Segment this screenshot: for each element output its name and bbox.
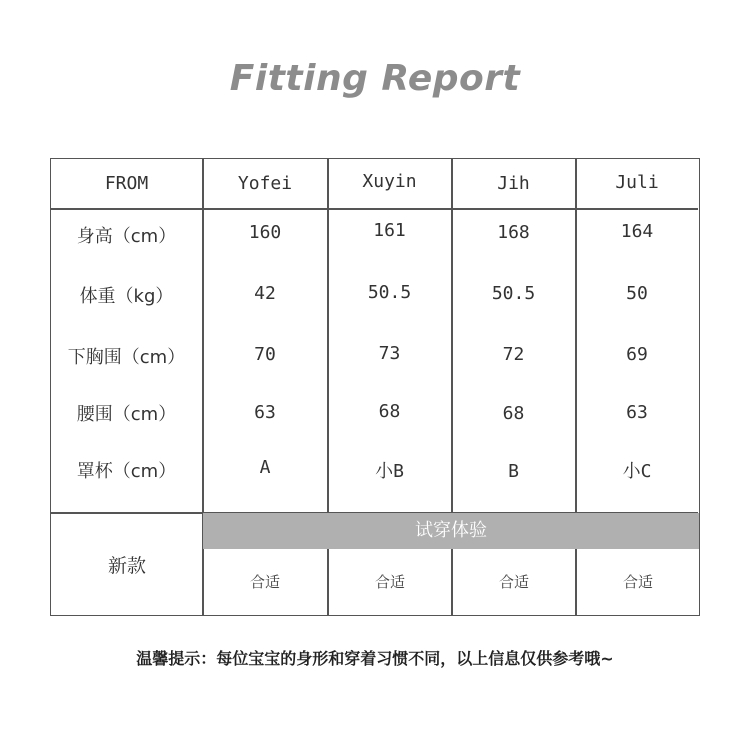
cell-underbust-jih: 72 <box>502 344 525 365</box>
fit-result-jih: 合适 <box>498 573 529 591</box>
cell-height-xuyin: 161 <box>373 220 406 241</box>
header-model-yofei: Yofei <box>237 173 293 194</box>
row-label-waist: 腰围（cm） <box>76 404 177 425</box>
cell-waist-juli: 63 <box>626 402 648 423</box>
fitting-table <box>50 158 700 616</box>
cell-weight-juli: 50 <box>626 283 648 304</box>
cell-height-yofei: 160 <box>248 222 282 243</box>
report-title: Fitting Report <box>229 58 521 99</box>
cell-waist-jih: 68 <box>502 403 525 424</box>
cell-underbust-xuyin: 73 <box>378 343 401 364</box>
header-model-xuyin: Xuyin <box>362 171 417 192</box>
cell-weight-jih: 50.5 <box>491 283 536 304</box>
tip-note: 温馨提示：每位宝宝的身形和穿着习惯不同，以上信息仅供参考哦~ <box>136 649 614 668</box>
col-divider <box>451 159 453 513</box>
cell-height-jih: 168 <box>497 222 530 243</box>
cell-underbust-juli: 69 <box>626 344 648 365</box>
row-divider <box>51 208 698 210</box>
fit-result-juli: 合适 <box>622 573 653 591</box>
cell-cup-yofei: A <box>259 457 271 478</box>
cell-cup-xuyin: 小B <box>375 461 404 482</box>
fit-result-xuyin: 合适 <box>374 573 405 591</box>
header-model-jih: Jih <box>497 173 530 194</box>
cell-height-juli: 164 <box>620 221 654 242</box>
row-label-weight: 体重（kg） <box>79 286 174 307</box>
try-on-banner: 试穿体验 <box>203 513 699 549</box>
fit-result-yofei: 合适 <box>249 573 280 591</box>
header-from: FROM <box>104 173 149 194</box>
row-label-underbust: 下胸围（cm） <box>67 347 186 368</box>
cell-cup-juli: 小C <box>622 461 652 482</box>
row-label-height: 身高（cm） <box>76 226 177 247</box>
cell-cup-jih: B <box>508 461 519 482</box>
cell-weight-yofei: 42 <box>254 283 276 304</box>
new-style-label: 新款 <box>107 555 146 577</box>
cell-waist-yofei: 63 <box>254 402 276 423</box>
header-model-juli: Juli <box>615 172 659 193</box>
row-label-cup: 罩杯（cm） <box>76 461 177 482</box>
cell-waist-xuyin: 68 <box>378 401 401 422</box>
cell-weight-xuyin: 50.5 <box>367 282 412 303</box>
cell-underbust-yofei: 70 <box>254 344 276 365</box>
